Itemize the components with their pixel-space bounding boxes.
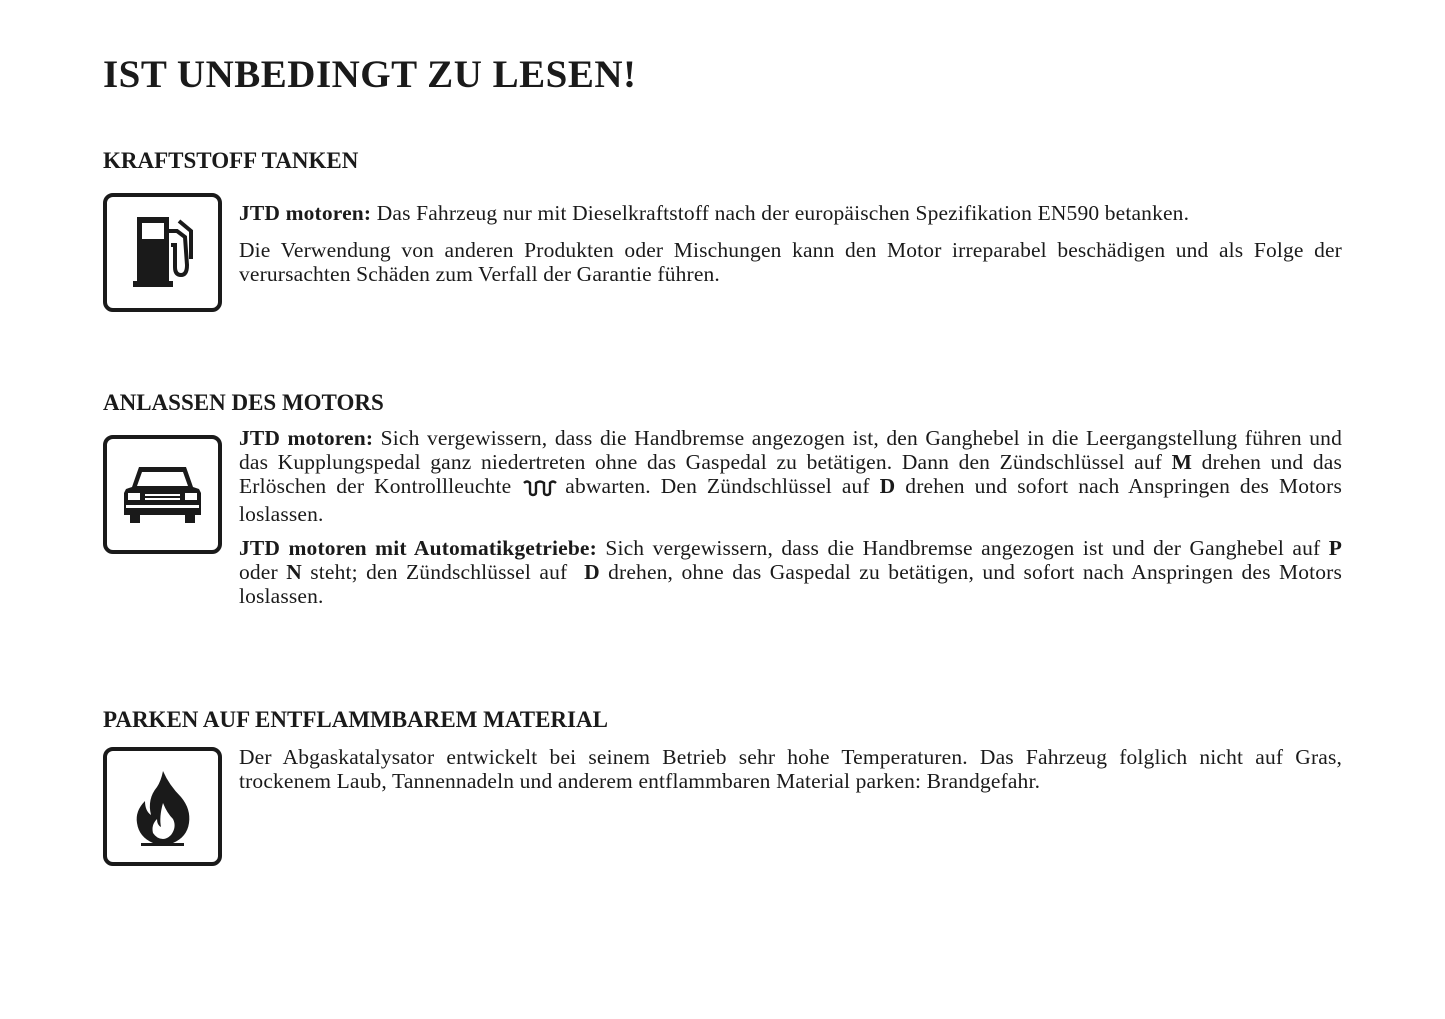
car-front-icon xyxy=(107,439,218,550)
section-heading-fuel: KRAFTSTOFF TANKEN xyxy=(103,148,359,173)
key-d-auto: D xyxy=(584,560,600,584)
parking-p1-text: Der Abgaskatalysator entwickelt bei seinem Betrieb sehr hohe Temperaturen. Das Fahrzeug folglich nicht auf Gras, trockenem Laub, Tannennadeln und anderem entflammbaren Material parken: Brandgefahr. xyxy=(239,745,1342,793)
fuel-pump-icon xyxy=(107,197,218,308)
start-p2-text-a: Sich vergewissern, dass die Handbremse angezogen ist und der Ganghebel auf xyxy=(596,536,1329,560)
key-p: P xyxy=(1328,536,1342,560)
key-d: D xyxy=(879,474,896,498)
start-p2-text-c: steht; den Zündschlüssel auf xyxy=(301,560,585,584)
start-p1-text-a: Sich vergewissern, dass die Handbremse angezogen ist, den Ganghebel in die Leergangstellung führen und das Kupplungspedal ganz niedertreten ohne das Gaspedal zu betätigen. Dann den Zündschlüssel auf xyxy=(239,426,1342,474)
fuel-p2-text: Die Verwendung von anderen Produkten oder Mischungen kann den Motor irreparabel beschädigen und als Folge der verursachten Schäden zum Verfall der Garantie führen. xyxy=(239,238,1342,286)
fuel-text xyxy=(239,201,1342,286)
section-heading-parking: PARKEN AUF ENTFLAMMBAREM MATERIAL xyxy=(103,707,608,732)
start-icon-box xyxy=(103,435,222,554)
start-p2-bold: JTD motoren mit Automatikgetriebe: xyxy=(239,536,597,560)
page-title: IST UNBEDINGT ZU LESEN! xyxy=(103,53,637,96)
parking-text xyxy=(239,745,1342,793)
start-p1-text-b: drehen und das Erlöschen der Kontrollleuchte xyxy=(239,450,1342,498)
start-p2-text-d: drehen, ohne das Gaspedal zu betätigen, und sofort nach Anspringen des Motors loslassen. xyxy=(239,560,1342,608)
flame-icon xyxy=(107,751,218,862)
fuel-paragraph-1 xyxy=(239,201,1342,225)
start-p1-text-c: abwarten. Den Zündschlüssel auf xyxy=(565,474,880,498)
fuel-paragraph-2 xyxy=(239,238,1342,286)
parking-icon-box xyxy=(103,747,222,866)
section-heading-start: ANLASSEN DES MOTORS xyxy=(103,390,384,415)
start-text xyxy=(239,426,1342,608)
start-p1-text-d: drehen und sofort nach Anspringen des Motors loslassen. xyxy=(239,474,1342,526)
fuel-icon-box xyxy=(103,193,222,312)
start-p1-bold: JTD motoren: xyxy=(239,426,374,450)
key-m: M xyxy=(1171,450,1193,474)
fuel-p1-bold: JTD motoren: xyxy=(239,201,372,225)
glow-plug-icon xyxy=(521,478,559,502)
parking-paragraph-1 xyxy=(239,745,1342,793)
key-n: N xyxy=(286,560,302,584)
fuel-p1-text: Das Fahrzeug nur mit Dieselkraftstoff nach der europäischen Spezifikation EN590 betanken. xyxy=(371,201,1190,225)
start-paragraph-1 xyxy=(239,426,1342,526)
start-paragraph-2 xyxy=(239,536,1342,608)
start-p2-text-b: oder xyxy=(239,560,287,584)
